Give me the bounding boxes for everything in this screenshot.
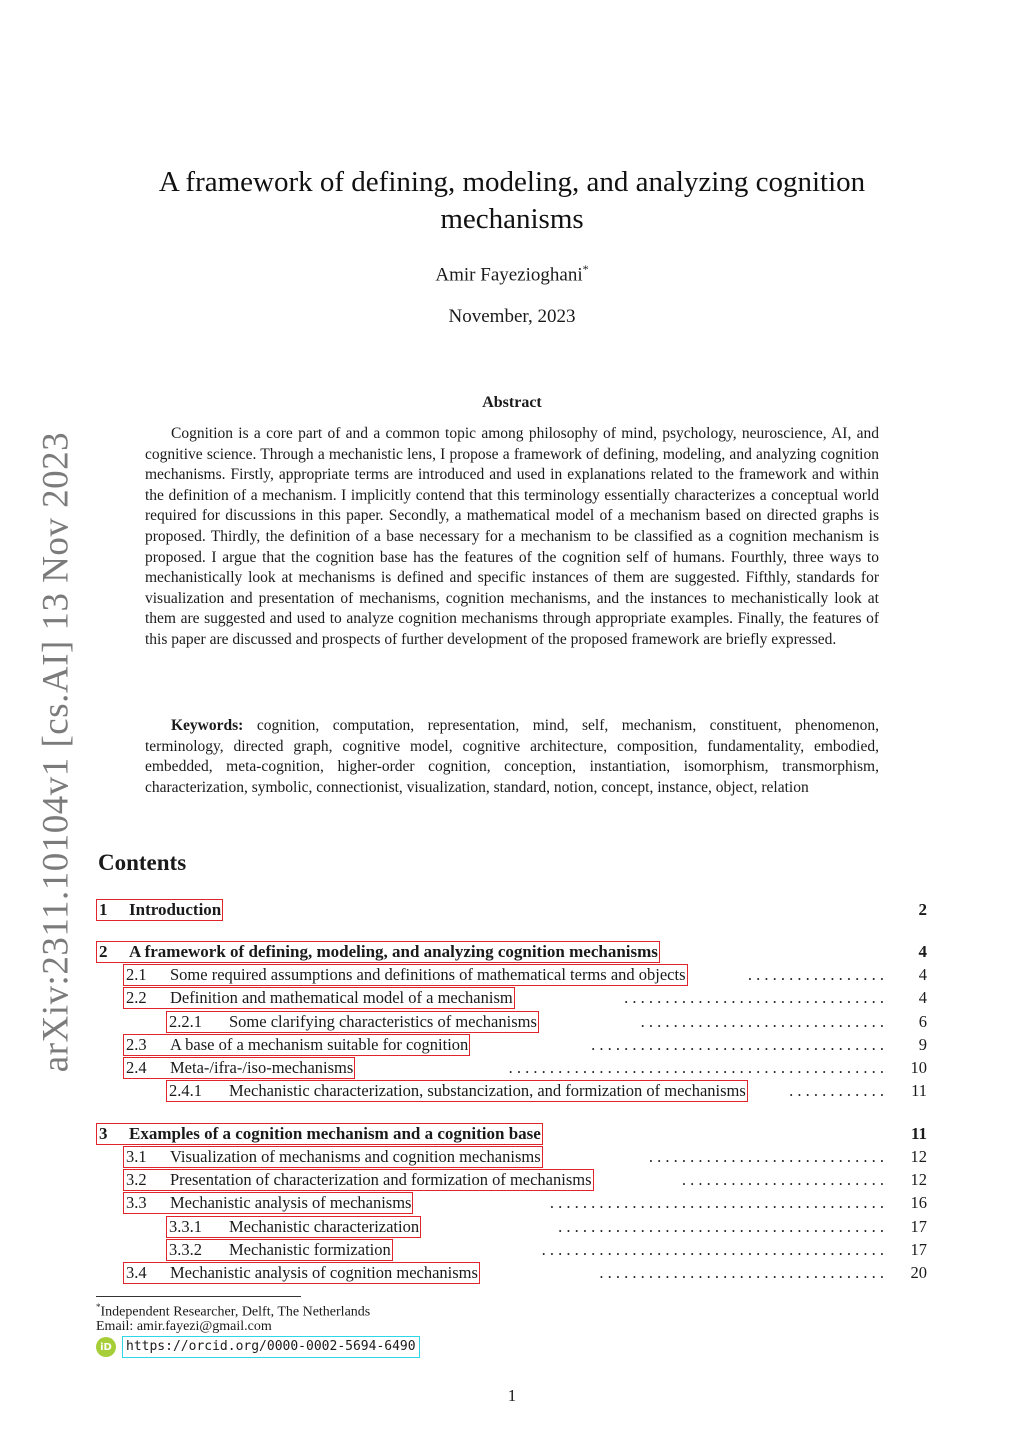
toc-entry-link[interactable] [123,964,688,986]
toc-entry-number: 2.3 [126,1035,147,1054]
toc-entry [0,1034,1024,1056]
orcid-icon: iD [96,1337,116,1357]
toc-entry-title: A framework of defining, modeling, and analyzing cognition mechanisms [129,942,658,961]
toc-entry-page: 9 [918,1035,927,1054]
footnote-email: Email: amir.fayezi@gmail.com [96,1319,272,1334]
toc-entry-link[interactable] [96,1123,543,1145]
toc-entry-title: A base of a mechanism suitable for cognition [170,1035,469,1054]
toc-entry-title: Mechanistic formization [229,1240,391,1259]
toc-entry-page: 11 [910,1124,927,1143]
toc-entry [0,899,1024,921]
publication-date: November, 2023 [448,306,576,327]
toc-entry-link[interactable] [123,1169,594,1191]
toc-entry-page: 16 [910,1193,927,1212]
orcid-link[interactable]: https://orcid.org/0000-0002-5694-6490 [122,1336,420,1358]
toc-entry [0,1057,1024,1079]
toc-leader-dots: . . . . . . . . . . . . . . . . . . . . . . . . . . . . . . . . . . . [599,1263,884,1282]
toc-entry-number: 2.1 [126,965,147,984]
toc-leader-dots: . . . . . . . . . . . . . . . . . . . . . . . . . . . . . [648,1147,884,1166]
toc-entry-page: 2 [918,900,927,919]
orcid-row [96,1336,420,1358]
toc-entry-page: 4 [918,942,927,961]
toc-entry-title: Definition and mathematical model of a mechanism [170,988,513,1007]
arxiv-identifier-stamp: arXiv:2311.10104v1 [cs.AI] 13 Nov 2023 [35,431,77,1073]
toc-entry-page: 6 [918,1012,927,1031]
toc-entry-title: Presentation of characterization and formization of mechanisms [170,1170,592,1189]
abstract-body: Cognition is a core part of and a common topic among philosophy of mind, psychology, neuroscience, AI, and cognitive science. Through a mechanistic lens, I propose a framework of defining, modeling, and analyzing cognition mechanisms. Firstly, appropriate terms are introduced and used in explanations related to the framework and within the definition of a mechanism. I implicitly contend that this terminology essentially characterizes a conceptual world required for discussions in this paper. Secondly, a mathematical model of a mechanism based on directed graphs is proposed. Thirdly, the definition of a base necessary for a mechanism to be classified as a cognition mechanism is proposed. I argue that the cognition base has the features of the cognition self of humans. Fourthly, three ways to mechanistically look at mechanisms is defined and specific instances of them are suggested. Fifthly, standards for visualization and presentation of mechanisms, cognition mechanisms, and the instances to mechanistically look at them are suggested and used to analyze cognition mechanisms through appropriate examples. Finally, the features of this paper are discussed and prospects of further development of the proposed framework are briefly expressed. [145,425,879,648]
toc-leader-dots: . . . . . . . . . . . . . . . . . . . . . . . . . . . . . . . . . . . . . . . . [558,1217,884,1236]
toc-leader-dots: . . . . . . . . . . . . . . . . . . . . . . . . . . . . . . . . . . . . [591,1035,884,1054]
toc-leader-dots: . . . . . . . . . . . . . . . . . . . . . . . . . . . . . . . . . . . . . . . . . . [541,1240,884,1259]
keywords-label: Keywords: [171,717,244,734]
toc-entry-number: 3.3 [126,1193,147,1212]
toc-entry-number: 3 [99,1124,108,1143]
footnote-mark: * [96,1302,101,1312]
toc-entry-number: 2.2.1 [169,1012,202,1031]
toc-entry-page: 4 [918,988,927,1007]
affiliation-text: Independent Researcher, Delft, The Netherlands [100,1304,371,1320]
toc-entry [0,987,1024,1009]
toc-entry-number: 2.4.1 [169,1081,202,1100]
toc-entry [0,1239,1024,1261]
toc-entry [0,1169,1024,1191]
toc-entry-page: 12 [910,1147,927,1166]
toc-entry-link[interactable] [96,899,223,921]
toc-entry-link[interactable] [96,941,660,963]
footnote-divider [96,1296,301,1297]
toc-entry [0,1192,1024,1214]
toc-entry-link[interactable] [123,1057,355,1079]
toc-entry-page: 17 [910,1217,927,1236]
toc-entry-title: Introduction [129,900,222,919]
author-line [0,262,1024,286]
toc-entry [0,941,1024,963]
toc-leader-dots: . . . . . . . . . . . . . . . . . . . . . . . . . [681,1170,884,1189]
toc-leader-dots: . . . . . . . . . . . . . . . . . . . . . . . . . . . . . . [640,1012,884,1031]
toc-entry-page: 17 [910,1240,927,1259]
toc-entry-number: 3.2 [126,1170,147,1189]
toc-entry-link[interactable] [123,1034,470,1056]
toc-entry-link[interactable] [166,1080,748,1102]
toc-entry-page: 4 [918,965,927,984]
toc-entry-title: Mechanistic analysis of cognition mechanisms [170,1263,478,1282]
toc-entry-link[interactable] [123,1146,543,1168]
toc-leader-dots: . . . . . . . . . . . . . . . . . . . . . . . . . . . . . . . . . . . . . . . . . [549,1193,884,1212]
author-name: Amir Fayezioghani [435,264,583,286]
toc-entry-title: Some clarifying characteristics of mechanisms [229,1012,537,1031]
toc-entry-number: 3.1 [126,1147,147,1166]
toc-entry-link[interactable] [123,1192,413,1214]
toc-entry-page: 20 [910,1263,927,1282]
author-footnote-mark[interactable]: * [582,262,589,276]
toc-entry-number: 1 [99,900,108,919]
toc-entry-number: 2 [99,942,108,961]
toc-entry [0,1123,1024,1145]
toc-entry-link[interactable] [166,1239,393,1261]
toc-entry-page: 10 [910,1058,927,1077]
keywords-paragraph [145,716,879,798]
toc-entry-number: 3.4 [126,1263,147,1282]
page-number: 1 [507,1386,517,1405]
contents-heading: Contents [98,850,187,875]
toc-entry-title: Some required assumptions and definitions of mathematical terms and objects [170,965,686,984]
toc-entry-title: Mechanistic characterization [229,1217,420,1236]
toc-entry-title: Examples of a cognition mechanism and a cognition base [129,1124,541,1143]
toc-entry [0,964,1024,986]
toc-leader-dots: . . . . . . . . . . . . . . . . . [747,965,884,984]
abstract-heading: Abstract [482,394,542,411]
toc-entry-number: 2.2 [126,988,147,1007]
toc-entry-page: 12 [910,1170,927,1189]
toc-entry [0,1080,1024,1102]
toc-entry-title: Visualization of mechanisms and cognition mechanisms [170,1147,541,1166]
toc-entry-page: 11 [911,1081,927,1100]
toc-entry [0,1262,1024,1284]
toc-leader-dots: . . . . . . . . . . . . [789,1081,884,1100]
toc-entry-link[interactable] [166,1216,421,1238]
toc-entry-number: 2.4 [126,1058,147,1077]
paper-title: A framework of defining, modeling, and analyzing cognition mechanisms [158,166,866,235]
keywords-text: cognition, computation, representation, mind, self, mechanism, constituent, phenomenon, terminology, directed graph, cognitive model, cognitive architecture, composition, fundamentality, embodied, embedded, meta-cognition, higher-order cognition, conception, instantiation, isomorphism, transmorphism, characterization, symbolic, connectionist, visualization, standard, notion, concept, instance, object, relation [145,717,880,796]
toc-entry-link[interactable] [166,1011,539,1033]
toc-entry [0,1146,1024,1168]
toc-entry-link[interactable] [123,1262,480,1284]
toc-entry-number: 3.3.1 [169,1217,202,1236]
toc-leader-dots: . . . . . . . . . . . . . . . . . . . . . . . . . . . . . . . . [624,988,884,1007]
toc-entry-number: 3.3.2 [169,1240,202,1259]
toc-entry [0,1216,1024,1238]
toc-entry-title: Mechanistic analysis of mechanisms [170,1193,412,1212]
toc-entry-title: Meta-/ifra-/iso-mechanisms [170,1058,354,1077]
toc-entry-title: Mechanistic characterization, substancization, and formization of mechanisms [229,1081,746,1100]
toc-leader-dots: . . . . . . . . . . . . . . . . . . . . . . . . . . . . . . . . . . . . . . . . . . . . . . [508,1058,884,1077]
toc-entry-link[interactable] [123,987,515,1009]
toc-entry [0,1011,1024,1033]
